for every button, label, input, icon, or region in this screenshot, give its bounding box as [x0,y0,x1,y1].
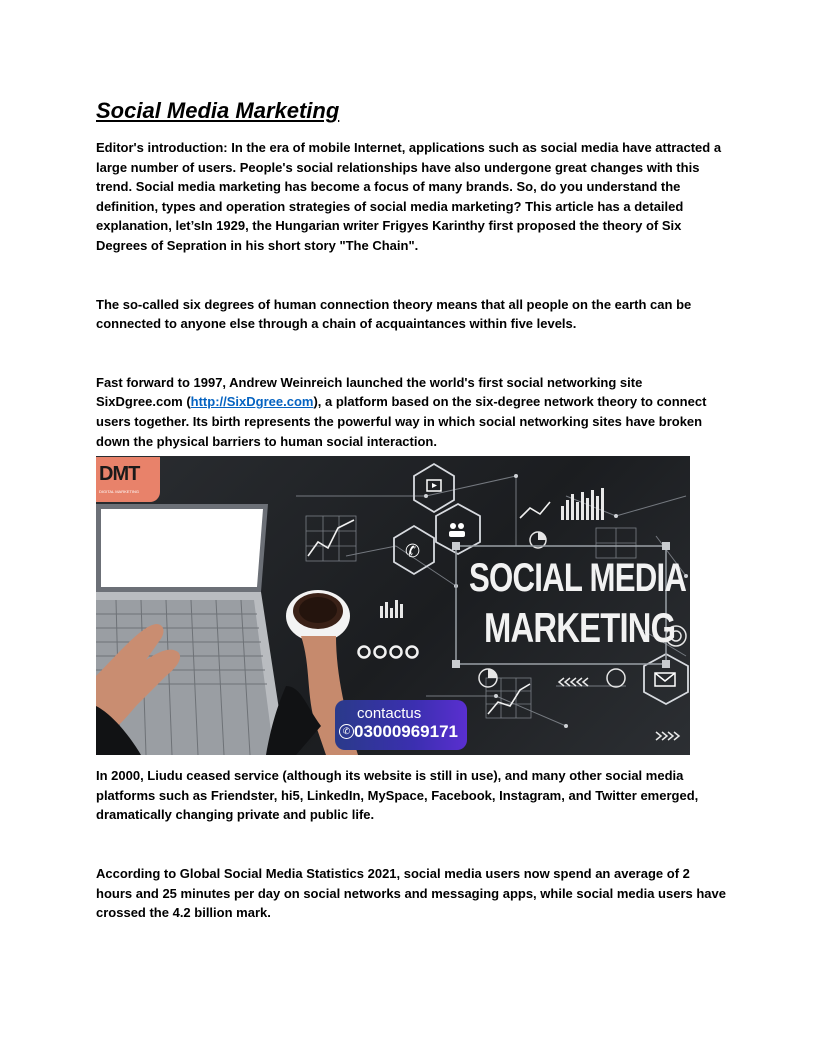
sixdgree-text-after: ), a platform based on the six-degree network theory to connect users together. Its birth represents the powerful way in which social networking sites have broken down the physical barriers to human social interaction. [96,394,707,449]
contact-label: contactus [357,705,422,723]
intro-paragraph: Editor's introduction: In the era of mobile Internet, applications such as social media have attracted a large number of users. People's social relationships have also undergone great changes with this trend. Social media marketing has become a focus of many brands. So, do you understand the definition, types and operation strategies of social media marketing? This article has a detailed explanation, let’sIn 1929, the Hungarian writer Frigyes Karinthy first proposed the theory of Six Degrees of Sepration in his short story "The Chain". [96,140,722,253]
sixdgree-link[interactable]: http://SixDgree.com [190,394,314,410]
paragraph-gap [96,334,726,373]
dmt-logo [96,457,160,502]
sixdgree-paragraph [96,373,726,451]
liudu-paragraph: In 2000, Liudu ceased service (although its website is still in use), and many other social media platforms such as Friendster, hi5, LinkedIn, MySpace, Facebook, Instagram, and Twitter emerged, dramatically changing private and public life. [96,768,699,823]
banner-heading-line1: SOCIAL MEDIA [469,556,687,601]
contact-badge [335,700,467,750]
six-degrees-paragraph: The so-called six degrees of human connection theory means that all people on the earth can be connected to anyone else through a chain of acquaintances within five levels. [96,296,692,332]
document-page [96,96,726,923]
contact-phone: 03000969171 [354,722,459,742]
logo-subtext: DIGITAL MARKETING [99,489,140,495]
statistics-paragraph: According to Global Social Media Statistics 2021, social media users now spend an average of 2 hours and 25 minutes per day on social networks and messaging apps, while social media users have crossed the 4.2 billion mark. [96,865,726,921]
paragraph-gap [96,825,726,864]
logo-text: DMT [99,463,140,486]
phone-icon: ✆ [339,724,354,739]
social-media-marketing-image [96,456,690,755]
banner-heading-line2: MARKETING [484,604,676,652]
sixdgree-text-before: Fast forward to 1997, Andrew Weinreich launched the world's first social networking site SixDgree.com ( [96,374,643,410]
paragraph-gap [96,256,726,295]
svg-text:✆: ✆ [405,541,421,563]
page-title: Social Media Marketing [96,98,340,123]
